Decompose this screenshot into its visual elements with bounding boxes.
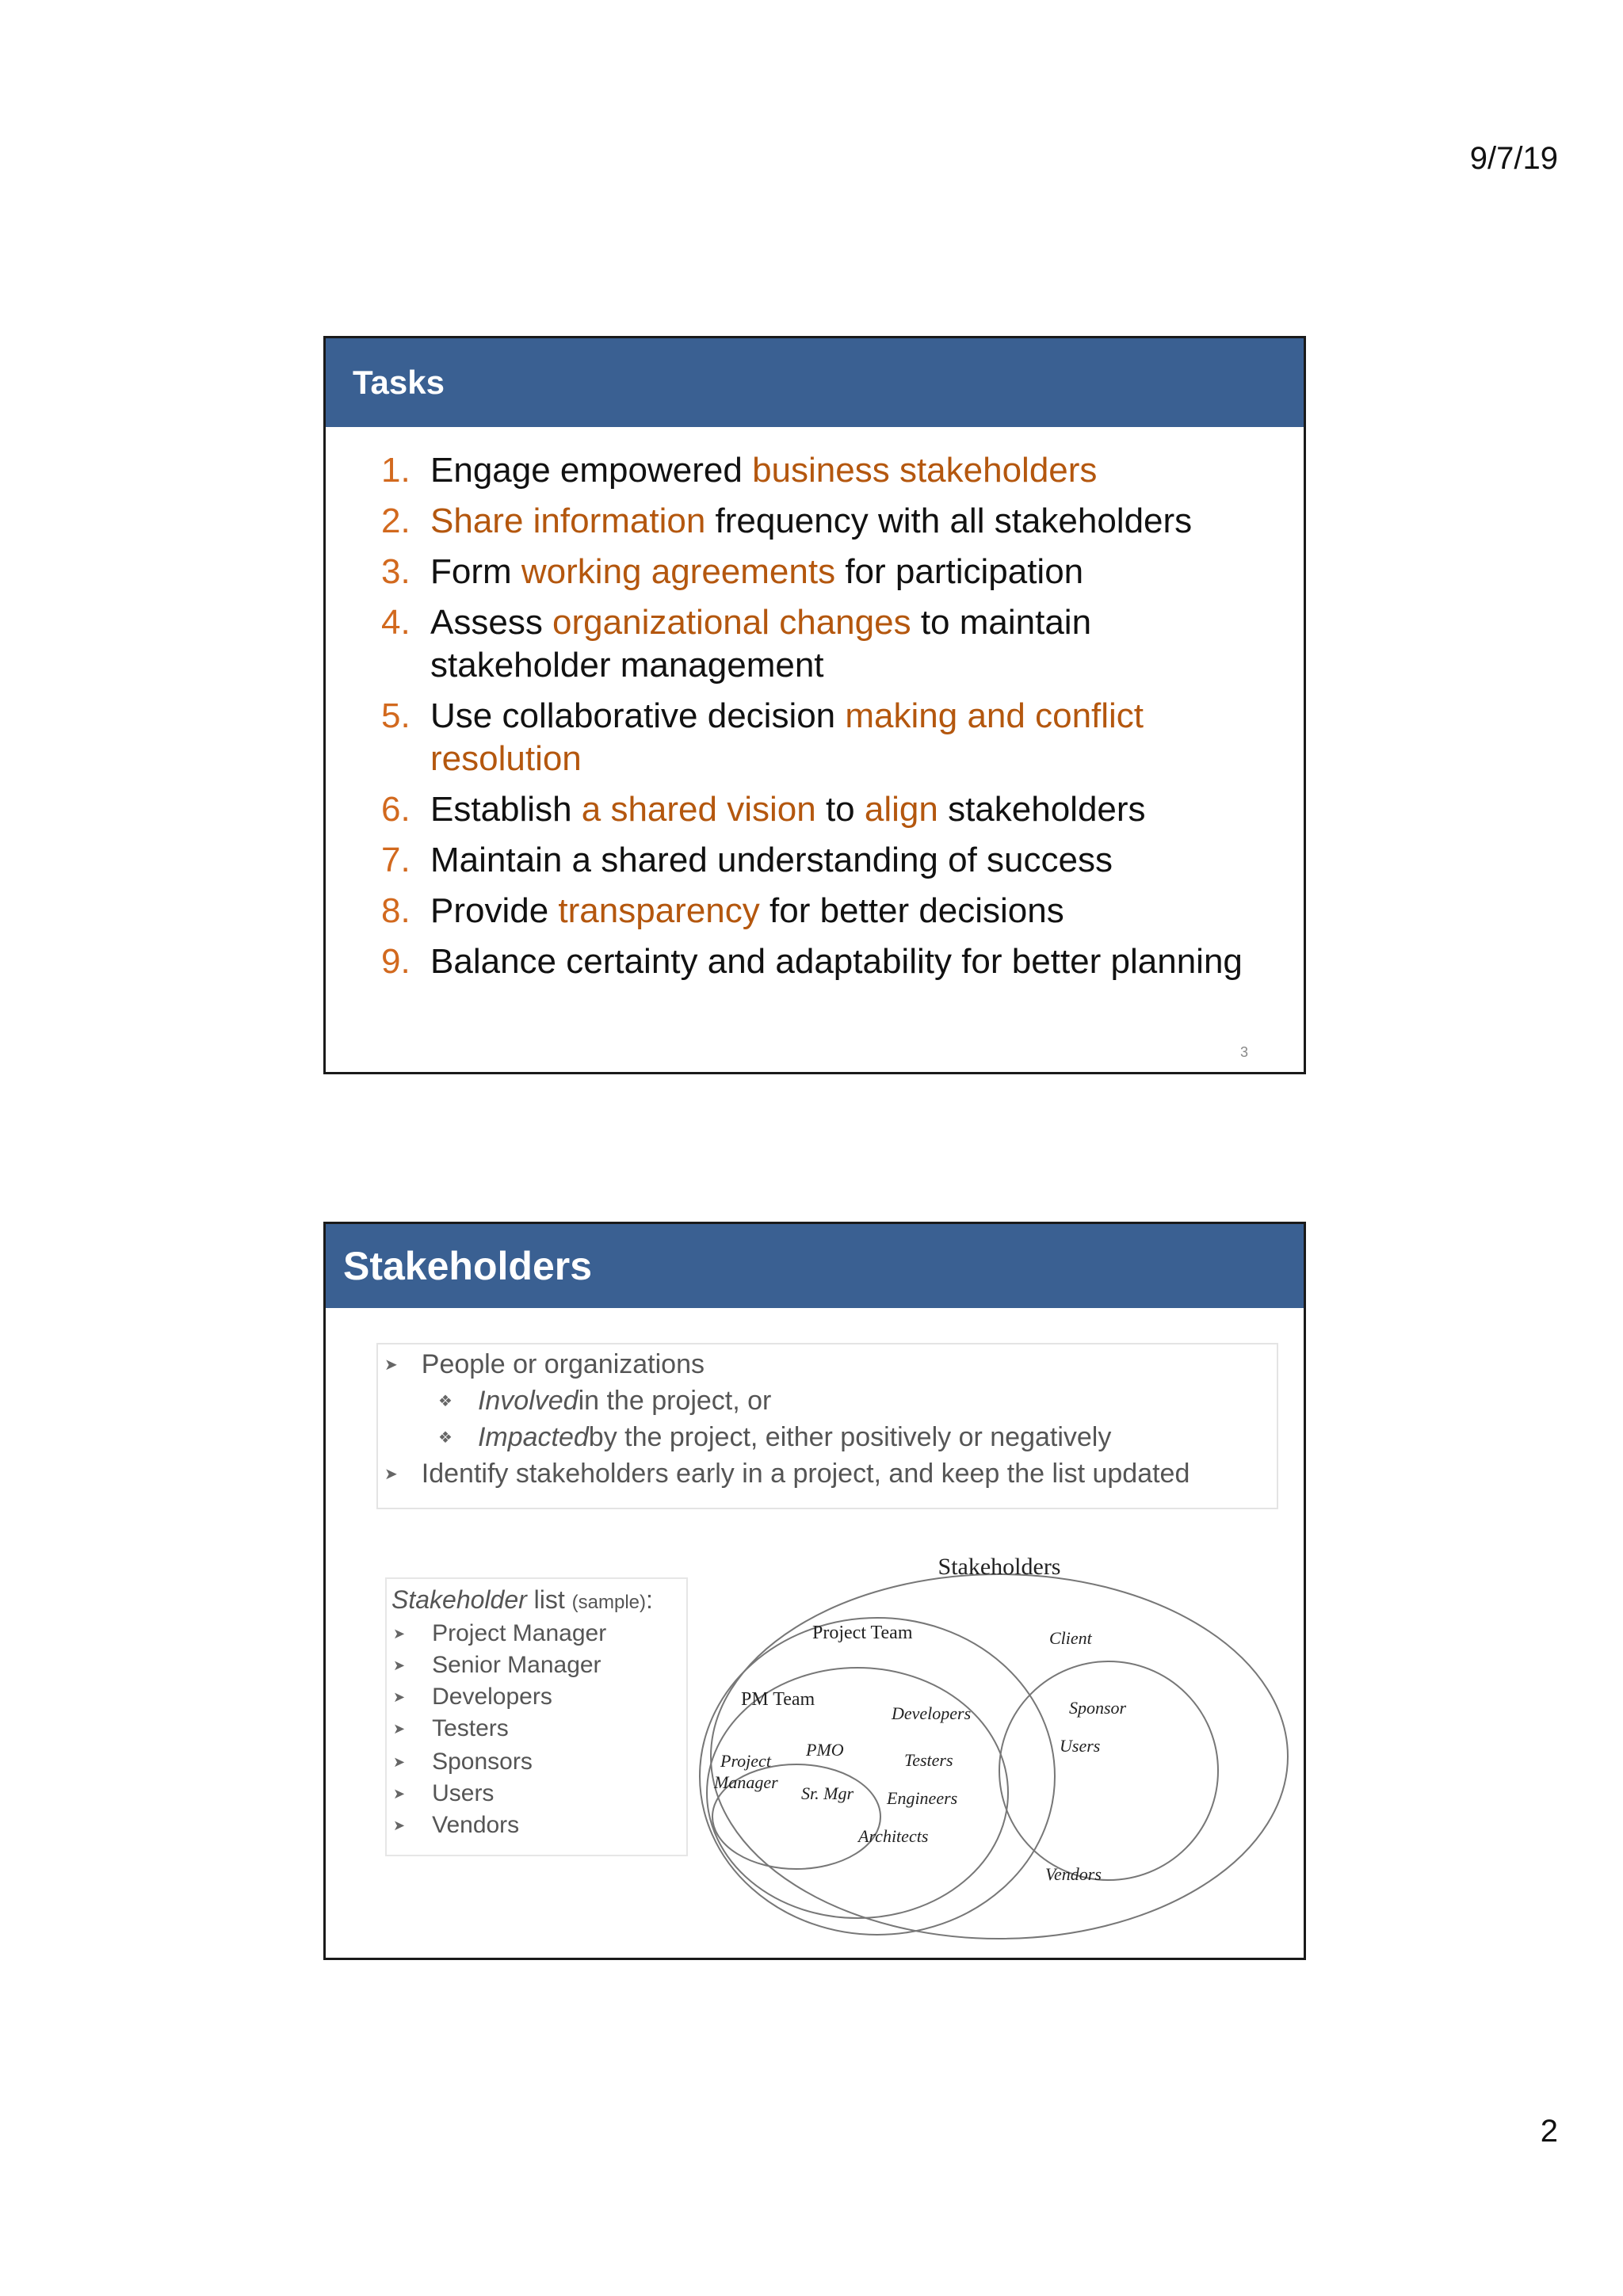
venn-label-testers: Testers bbox=[904, 1750, 953, 1770]
task-text-part: stakeholders bbox=[938, 790, 1146, 829]
triangle-bullet-icon: ➤ bbox=[393, 1785, 406, 1802]
task-item bbox=[381, 695, 1272, 780]
task-item bbox=[381, 839, 1272, 882]
list-item bbox=[393, 1684, 552, 1711]
task-item bbox=[381, 940, 1272, 983]
task-number: 4. bbox=[381, 603, 411, 642]
list-item-label: Testers bbox=[432, 1715, 509, 1741]
list-item bbox=[393, 1652, 601, 1679]
venn-label-project-team: Project Team bbox=[812, 1623, 913, 1643]
task-number: 3. bbox=[381, 552, 411, 591]
venn-title: Stakeholders bbox=[938, 1554, 1061, 1580]
venn-label-developers: Developers bbox=[892, 1703, 972, 1723]
bullet-item: ➤ People or organizations bbox=[384, 1349, 705, 1379]
list-item bbox=[393, 1715, 509, 1742]
task-text-part: Provide bbox=[430, 891, 559, 930]
list-item-label: Project Manager bbox=[432, 1620, 607, 1646]
stakeholder-list bbox=[385, 1577, 688, 1856]
task-text-part: Maintain a shared understanding of success bbox=[430, 841, 1113, 879]
slide-title: Tasks bbox=[326, 338, 1304, 427]
task-number: 5. bbox=[381, 696, 411, 735]
sub-bullet-item: ❖ Involved in the project, or bbox=[438, 1386, 772, 1416]
venn-label-pmo: PMO bbox=[806, 1740, 844, 1760]
venn-label-sr-mgr: Sr. Mgr bbox=[801, 1783, 854, 1803]
task-item bbox=[381, 551, 1272, 593]
task-highlight: making and conflict resolution bbox=[430, 696, 1144, 778]
list-item bbox=[393, 1620, 606, 1647]
task-text bbox=[430, 890, 1064, 933]
slide-stakeholders bbox=[323, 1222, 1306, 1960]
venn-label-architects: Architects bbox=[858, 1826, 929, 1846]
task-highlight: transparency bbox=[558, 891, 760, 930]
task-text-part: Balance certainty and adaptability for better planning bbox=[430, 942, 1243, 981]
slide-number: 3 bbox=[1239, 1044, 1248, 1060]
task-number: 1. bbox=[381, 451, 411, 490]
task-text-part: Form bbox=[430, 552, 521, 591]
task-text bbox=[430, 788, 1146, 831]
task-item bbox=[381, 788, 1272, 831]
list-item-label: Developers bbox=[432, 1684, 552, 1710]
stakeholders-ellipse bbox=[711, 1574, 1288, 1939]
list-item-label: Vendors bbox=[432, 1812, 520, 1838]
bullet-item: ➤ Identify stakeholders early in a project, and keep the list updated bbox=[384, 1459, 1190, 1489]
task-text-part: Establish bbox=[430, 790, 582, 829]
triangle-bullet-icon: ➤ bbox=[393, 1753, 406, 1770]
venn-label-users: Users bbox=[1060, 1736, 1101, 1756]
tasks-list bbox=[326, 427, 1304, 983]
list-item bbox=[393, 1812, 519, 1839]
triangle-bullet-icon: ➤ bbox=[393, 1625, 406, 1642]
task-highlight: Share information bbox=[430, 502, 706, 540]
task-text-part: Assess bbox=[430, 603, 553, 642]
sub-bullet-item: ❖ Impacted by the project, either positively or negatively bbox=[438, 1422, 1112, 1452]
task-number: 6. bbox=[381, 790, 411, 829]
task-text bbox=[430, 449, 1097, 492]
task-text bbox=[430, 551, 1083, 593]
task-text bbox=[430, 839, 1113, 882]
triangle-bullet-icon: ➤ bbox=[384, 1356, 398, 1374]
task-text-part: Engage empowered bbox=[430, 451, 753, 490]
triangle-bullet-icon: ➤ bbox=[393, 1817, 406, 1833]
task-item bbox=[381, 449, 1272, 492]
client-circle bbox=[999, 1661, 1218, 1880]
diamond-bullet-icon: ❖ bbox=[438, 1429, 453, 1447]
triangle-bullet-icon: ➤ bbox=[393, 1688, 406, 1705]
slide-tasks bbox=[323, 336, 1306, 1074]
task-number: 7. bbox=[381, 841, 411, 879]
task-text bbox=[430, 695, 1272, 780]
triangle-bullet-icon: ➤ bbox=[384, 1466, 398, 1483]
task-highlight: working agreements bbox=[521, 552, 836, 591]
task-text-part: for better decisions bbox=[759, 891, 1064, 930]
list-item-label: Senior Manager bbox=[432, 1652, 601, 1678]
task-number: 8. bbox=[381, 891, 411, 930]
slide-title: Stakeholders bbox=[326, 1224, 1304, 1308]
triangle-bullet-icon: ➤ bbox=[393, 1657, 406, 1673]
task-item bbox=[381, 500, 1272, 543]
task-text bbox=[430, 500, 1192, 543]
stakeholder-venn-diagram bbox=[682, 1533, 1300, 1945]
definition-box bbox=[376, 1343, 1278, 1509]
list-item-label: Users bbox=[432, 1780, 495, 1806]
list-item bbox=[393, 1749, 533, 1775]
diamond-bullet-icon: ❖ bbox=[438, 1393, 453, 1410]
page-number: 2 bbox=[1540, 2114, 1558, 2149]
task-text-part: to maintain stakeholder management bbox=[430, 603, 1092, 685]
venn-label-client: Client bbox=[1049, 1628, 1092, 1648]
task-number: 9. bbox=[381, 942, 411, 981]
page-date: 9/7/19 bbox=[1469, 141, 1558, 176]
task-text-part: frequency with all stakeholders bbox=[705, 502, 1193, 540]
venn-label-engineers: Engineers bbox=[887, 1788, 958, 1808]
venn-label-sponsor: Sponsor bbox=[1069, 1698, 1127, 1718]
triangle-bullet-icon: ➤ bbox=[393, 1720, 406, 1737]
task-highlight: a shared vision bbox=[581, 790, 816, 829]
task-highlight: business stakeholders bbox=[752, 451, 1098, 490]
task-number: 2. bbox=[381, 502, 411, 540]
task-text bbox=[430, 601, 1272, 687]
task-highlight: organizational changes bbox=[552, 603, 911, 642]
task-item bbox=[381, 890, 1272, 933]
list-title: Stakeholder list (sample): bbox=[391, 1585, 653, 1614]
task-text-part: Use collaborative decision bbox=[430, 696, 846, 735]
task-text-part: for participation bbox=[835, 552, 1084, 591]
task-text bbox=[430, 940, 1243, 983]
venn-label-pm-team: PM Team bbox=[741, 1689, 815, 1710]
list-item bbox=[393, 1780, 494, 1807]
task-text-part: to bbox=[815, 790, 865, 829]
task-item bbox=[381, 601, 1272, 687]
list-item-label: Sponsors bbox=[432, 1749, 533, 1775]
venn-label-manager: Manager bbox=[714, 1772, 778, 1792]
venn-label-project: Project bbox=[720, 1751, 771, 1771]
venn-label-vendors: Vendors bbox=[1045, 1864, 1102, 1884]
task-highlight: align bbox=[864, 790, 938, 829]
